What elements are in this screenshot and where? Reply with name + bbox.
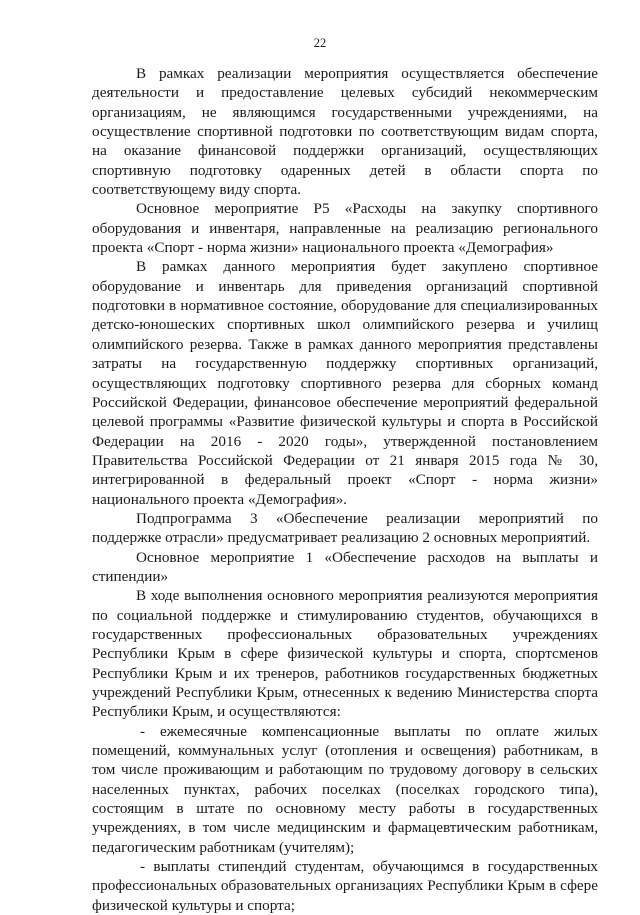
list-item: - выплаты стипендий студентам, обучающимся в государственных профессиональных образовательных организациях Республики Крым в сфере физической культуры и спорта; <box>92 858 598 914</box>
paragraph: Подпрограмма 3 «Обеспечение реализации мероприятий по поддержке отрасли» предусматривает реализацию 2 основных мероприятий. <box>92 509 598 547</box>
paragraph: В ходе выполнения основного мероприятия реализуются мероприятия по социальной поддержке и стимулированию студентов, обучающихся в государственных профессиональных образовательных учреждениях Республики Крым в сфере физической культуры и спорта, спортсменов Республики Крым и их тренеров, работников государственных бюджетных учреждений Республики Крым, отнесенных к ведению Министерства спорта Республики Крым, и осуществляются: <box>92 587 598 721</box>
list-item: - ежемесячные компенсационные выплаты по оплате жилых помещений, коммунальных услуг (отопления и освещения) работникам, в том числе проживающим и работающим по трудовому договору в сельских населенных пунктах, рабочих поселках (поселках городского типа), состоящим в штате по основному месту работы в государственных учреждениях, в том числе медицинским и фармацевтическим работникам, педагогическим работникам (учителям); <box>92 722 598 856</box>
paragraph: Основное мероприятие 1 «Обеспечение расходов на выплаты и стипендии» <box>92 548 598 585</box>
paragraph: Основное мероприятие Р5 «Расходы на закупку спортивного оборудования и инвентаря, направленные на реализацию регионального проекта «Спорт - норма жизни» национального проекта «Демография» <box>92 200 598 257</box>
paragraph: В рамках данного мероприятия будет закуплено спортивное оборудование и инвентарь для приведения организаций спортивной подготовки в нормативное состояние, оборудование для специализированных детско-юношеских спортивных школ олимпийского резерва и училищ олимпийского резерва. Также в рамках данного мероприятия представлены затраты на государственную поддержку спортивных организаций, осуществляющих подготовку спортивного резерва для сборных команд Российской Федерации, финансовое обеспечение мероприятий федеральной целевой программы «Развитие физической культуры и спорта в Российской Федерации на 2016 - 2020 годы», утвержденной постановлением Правительства Российской Федерации от 21 января 2015 года № 30, интегрированной в федеральный проект «Спорт - норма жизни» национального проекта «Демография». <box>92 258 598 508</box>
page-number: 22 <box>313 36 327 50</box>
body-text <box>92 64 598 915</box>
paragraph: В рамках реализации мероприятия осуществляется обеспечение деятельности и предоставление целевых субсидий некоммерческим организациям, не являющимся государственными учреждениями, на осуществление спортивной подготовки по соответствующим видам спорта, на оказание финансовой поддержки организаций, осуществляющих спортивную подготовку одаренных детей в области спорта по соответствующему виду спорта. <box>92 65 598 199</box>
